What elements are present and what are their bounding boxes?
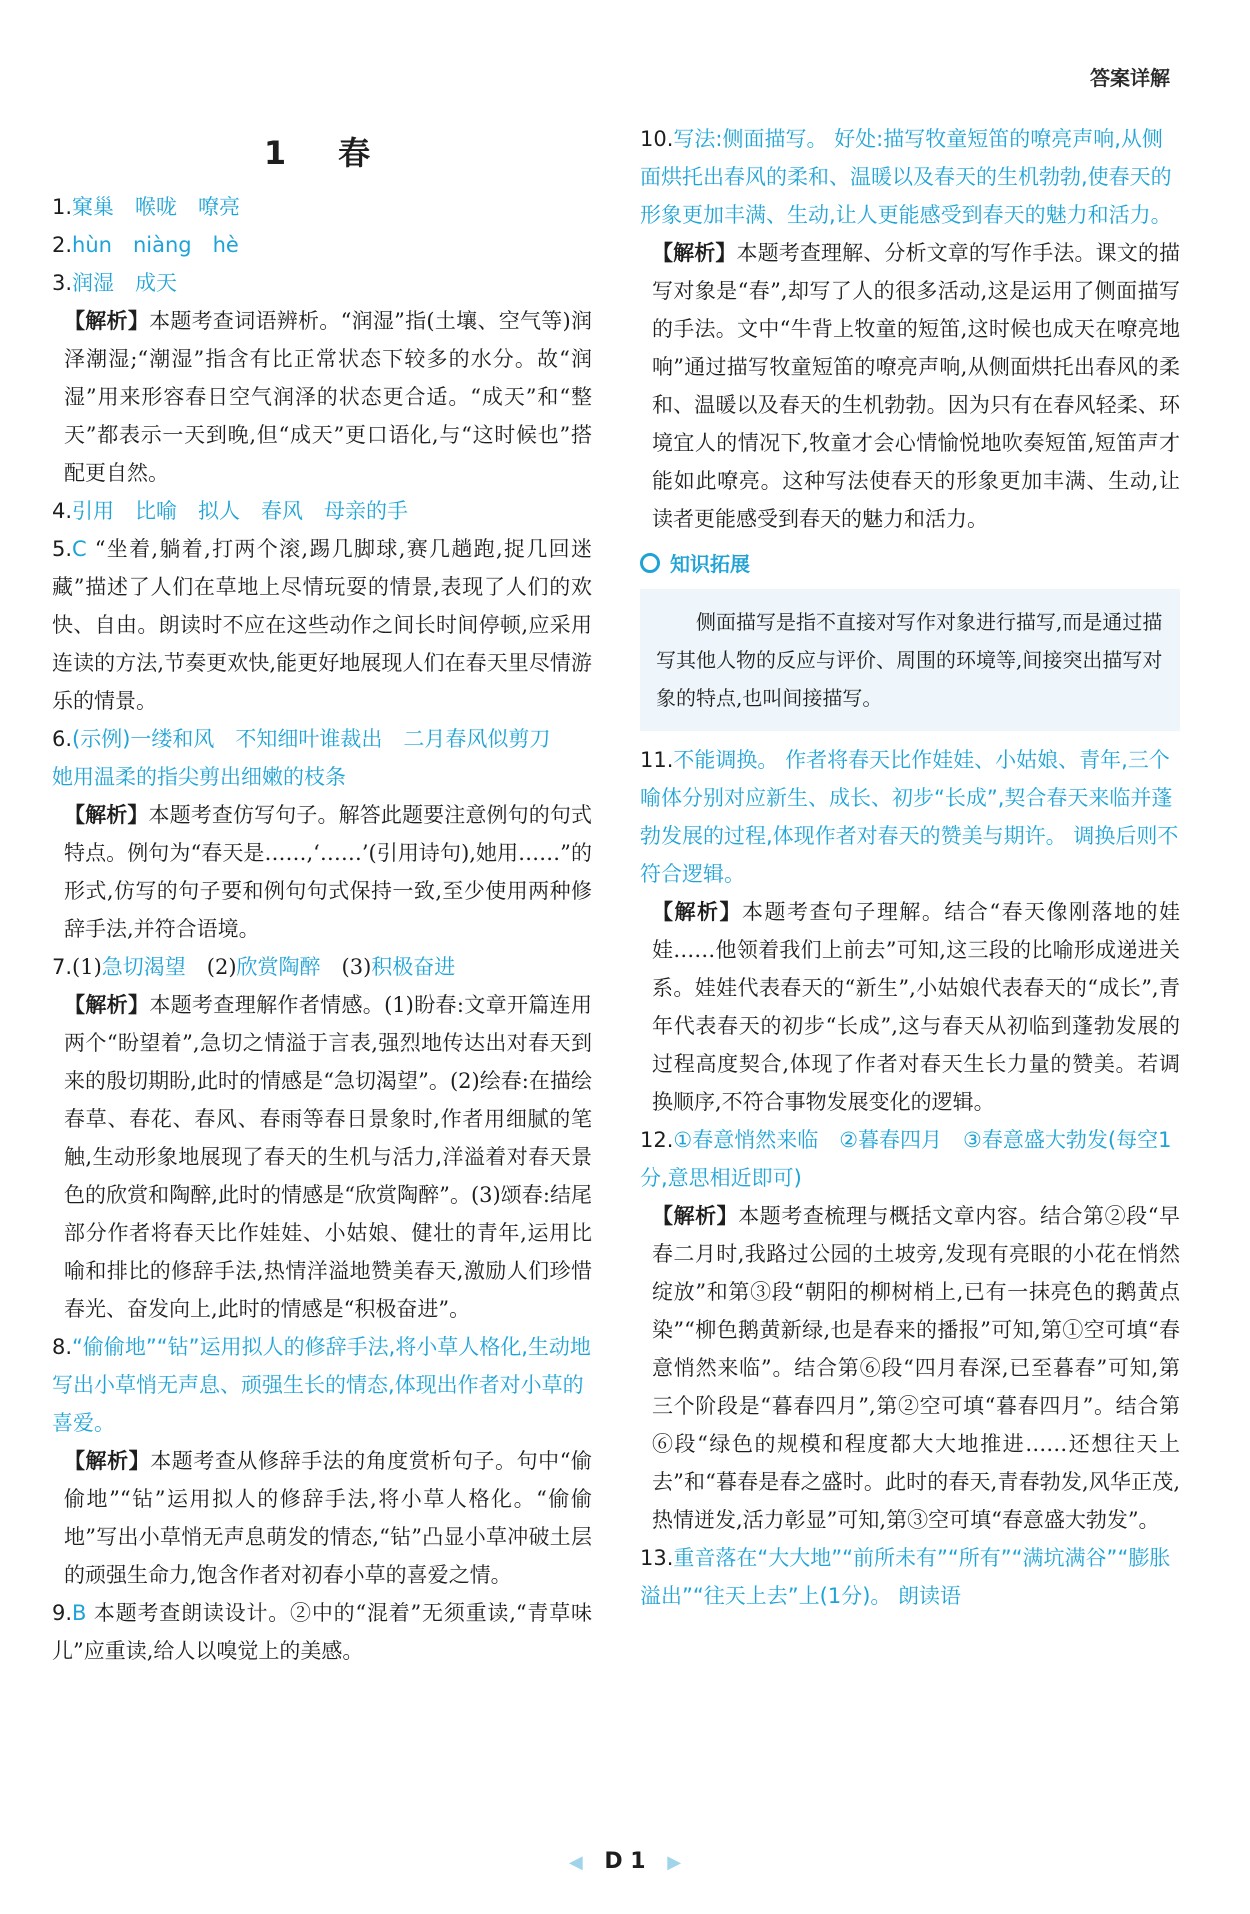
question-1: 1.窠巢 喉咙 嘹亮 [52, 195, 241, 219]
answer-4: 引用 比喻 拟人 春风 母亲的手 [72, 499, 409, 523]
question-3: 3.润湿 成天 [52, 271, 178, 295]
knowledge-extension-box: 侧面描写是指不直接对写作对象进行描写,而是通过描写其他人物的反应与评价、周围的环境等,间接突出描写对象的特点,也叫间接描写。 [640, 589, 1180, 731]
question-9: 9.B 本题考查朗读设计。②中的“混着”无须重读,“青草味儿”应重读,给人以嗅觉上的美感。 [52, 1601, 592, 1663]
explanation-7: 【解析】本题考查理解作者情感。(1)盼春:文章开篇连用两个“盼望着”,急切之情溢于言表,强烈地传达出对春天到来的殷切期盼,此时的情感是“急切渴望”。(2)绘春:在描绘春草、春花、春风、春雨等春日景象时,作者用细腻的笔触,生动形象地展现了春天的生机与活力,洋溢着对春天景色的欣赏和陶醉,此时的情感是“欣赏陶醉”。(3)颂春:结尾部分作者将春天比作娃娃、小姑娘、健壮的青年,运用比喻和排比的修辞手法,热情洋溢地赞美春天,激励人们珍惜春光、奋发向上,此时的情感是“积极奋进”。 [64, 992, 593, 1321]
answer-13: 重音落在“大大地”“前所未有”“所有”“满坑满谷”“膨胀溢出”“往天上去”上(1分)。 朗读语 [640, 1546, 1171, 1608]
section-header: 答案详解 [1090, 66, 1170, 90]
question-11: 11.不能调换。 作者将春天比作娃娃、小姑娘、青年,三个喻体分别对应新生、成长、初步“长成”,契合春天来临并蓬勃发展的过程,体现作者对春天的赞美与期许。 调换后则不符合逻辑。 [640, 748, 1179, 886]
question-4: 4.引用 比喻 拟人 春风 母亲的手 [52, 499, 409, 523]
right-column [640, 120, 1180, 1615]
question-2: 2.hùn niàng hè [52, 233, 239, 257]
explanation-8: 【解析】本题考查从修辞手法的角度赏析句子。句中“偷偷地”“钻”运用拟人的修辞手法,将小草人格化。“偷偷地”写出小草悄无声息萌发的情态,“钻”凸显小草冲破土层的顽强生命力,饱含作者对初春小草的喜爱之情。 [64, 1448, 593, 1587]
explanation-3: 【解析】本题考查词语辨析。“润湿”指(土壤、空气等)润泽潮湿;“潮湿”指含有比正常状态下较多的水分。故“润湿”用来形容春日空气润泽的状态更合适。“成天”和“整天”都表示一天到晚,但“成天”更口语化,与“这时候也”搭配更自然。 [64, 308, 593, 485]
gear-icon [640, 553, 660, 573]
question-7: 7.(1)急切渴望 (2)欣赏陶醉 (3)积极奋进 [52, 955, 456, 979]
answer-11: 不能调换。 作者将春天比作娃娃、小姑娘、青年,三个喻体分别对应新生、成长、初步“长成”,契合春天来临并蓬勃发展的过程,体现作者对春天的赞美与期许。 调换后则不符合逻辑。 [640, 748, 1179, 886]
next-page-icon[interactable]: ▶ [667, 1852, 682, 1873]
answer-3: 润湿 成天 [72, 271, 178, 295]
page-number: D 1 [604, 1849, 646, 1874]
question-8: 8.“偷偷地”“钻”运用拟人的修辞手法,将小草人格化,生动地写出小草悄无声息、顽强生长的情态,体现出作者对小草的喜爱。 [52, 1335, 591, 1435]
answer-8: “偷偷地”“钻”运用拟人的修辞手法,将小草人格化,生动地写出小草悄无声息、顽强生长的情态,体现出作者对小草的喜爱。 [52, 1335, 591, 1435]
answer-9: B [72, 1601, 87, 1625]
explanation-11: 【解析】本题考查句子理解。结合“春天像刚落地的娃娃……他领着我们上前去”可知,这三段的比喻形成递进关系。娃娃代表春天的“新生”,小姑娘代表春天的“成长”,青年代表春天的初步“长成”,这与春天从初临到蓬勃发展的过程高度契合,体现了作者对春天生长力量的赞美。若调换顺序,不符合事物发展变化的逻辑。 [652, 899, 1181, 1114]
answer-10: 写法:侧面描写。 好处:描写牧童短笛的嘹亮声响,从侧面烘托出春风的柔和、温暖以及春天的生机勃勃,使春天的形象更加丰满、生动,让人更能感受到春天的魅力和活力。 [640, 127, 1172, 227]
page-title: 1 春 [263, 134, 381, 172]
question-6: 6.(示例)一缕和风 不知细叶谁裁出 二月春风似剪刀 她用温柔的指尖剪出细嫩的枝条 [52, 727, 572, 789]
answer-5: C [72, 537, 87, 561]
answer-6: (示例)一缕和风 不知细叶谁裁出 二月春风似剪刀 她用温柔的指尖剪出细嫩的枝条 [52, 727, 572, 789]
answer-12: ①春意悄然来临 ②暮春四月 ③春意盛大勃发(每空1分,意思相近即可) [640, 1128, 1172, 1190]
left-column [52, 120, 592, 1670]
answer-2: hùn niàng hè [72, 233, 239, 257]
page-footer [0, 1849, 1250, 1874]
answer-1: 窠巢 喉咙 嘹亮 [72, 195, 241, 219]
question-13: 13.重音落在“大大地”“前所未有”“所有”“满坑满谷”“膨胀溢出”“往天上去”上(1分)。 朗读语 [640, 1546, 1171, 1608]
question-12: 12.①春意悄然来临 ②暮春四月 ③春意盛大勃发(每空1分,意思相近即可) [640, 1128, 1172, 1190]
explanation-12: 【解析】本题考查梳理与概括文章内容。结合第②段“早春二月时,我路过公园的土坡旁,发现有亮眼的小花在悄然绽放”和第③段“朝阳的柳树梢上,已有一抹亮色的鹅黄点染”“柳色鹅黄新绿,也是春来的播报”可知,第①空可填“春意悄然来临”。结合第⑥段“四月春深,已至暮春”可知,第三个阶段是“暮春四月”,第②空可填“暮春四月”。结合第⑥段“绿色的规模和程度都大大地推进……还想往天上去”和“暮春是春之盛时。此时的春天,青春勃发,风华正茂,热情迸发,活力彰显”可知,第③空可填“春意盛大勃发”。 [652, 1203, 1181, 1532]
explanation-10: 【解析】本题考查理解、分析文章的写作手法。课文的描写对象是“春”,却写了人的很多活动,这是运用了侧面描写的手法。文中“牛背上牧童的短笛,这时候也成天在嘹亮地响”通过描写牧童短笛的嘹亮声响,从侧面烘托出春风的柔和、温暖以及春天的生机勃勃。因为只有在春风轻柔、环境宜人的情况下,牧童才会心情愉悦地吹奏短笛,短笛声才能如此嘹亮。这种写法使春天的形象更加丰满、生动,让读者更能感受到春天的魅力和活力。 [652, 240, 1180, 531]
knowledge-extension-title: 知识拓展 [640, 548, 1180, 577]
prev-page-icon[interactable]: ◀ [568, 1852, 583, 1873]
question-10: 10.写法:侧面描写。 好处:描写牧童短笛的嘹亮声响,从侧面烘托出春风的柔和、温暖以及春天的生机勃勃,使春天的形象更加丰满、生动,让人更能感受到春天的魅力和活力。 [640, 127, 1172, 227]
explanation-6: 【解析】本题考查仿写句子。解答此题要注意例句的句式特点。例句为“春天是……,‘……’(引用诗句),她用……”的形式,仿写的句子要和例句句式保持一致,至少使用两种修辞手法,并符合语境。 [64, 802, 592, 941]
question-5: 5.C “坐着,躺着,打两个滚,踢几脚球,赛几趟跑,捉几回迷藏”描述了人们在草地上尽情玩耍的情景,表现了人们的欢快、自由。朗读时不应在这些动作之间长时间停顿,应采用连读的方法,节奏更欢快,能更好地展现人们在春天里尽情游乐的情景。 [52, 537, 592, 713]
